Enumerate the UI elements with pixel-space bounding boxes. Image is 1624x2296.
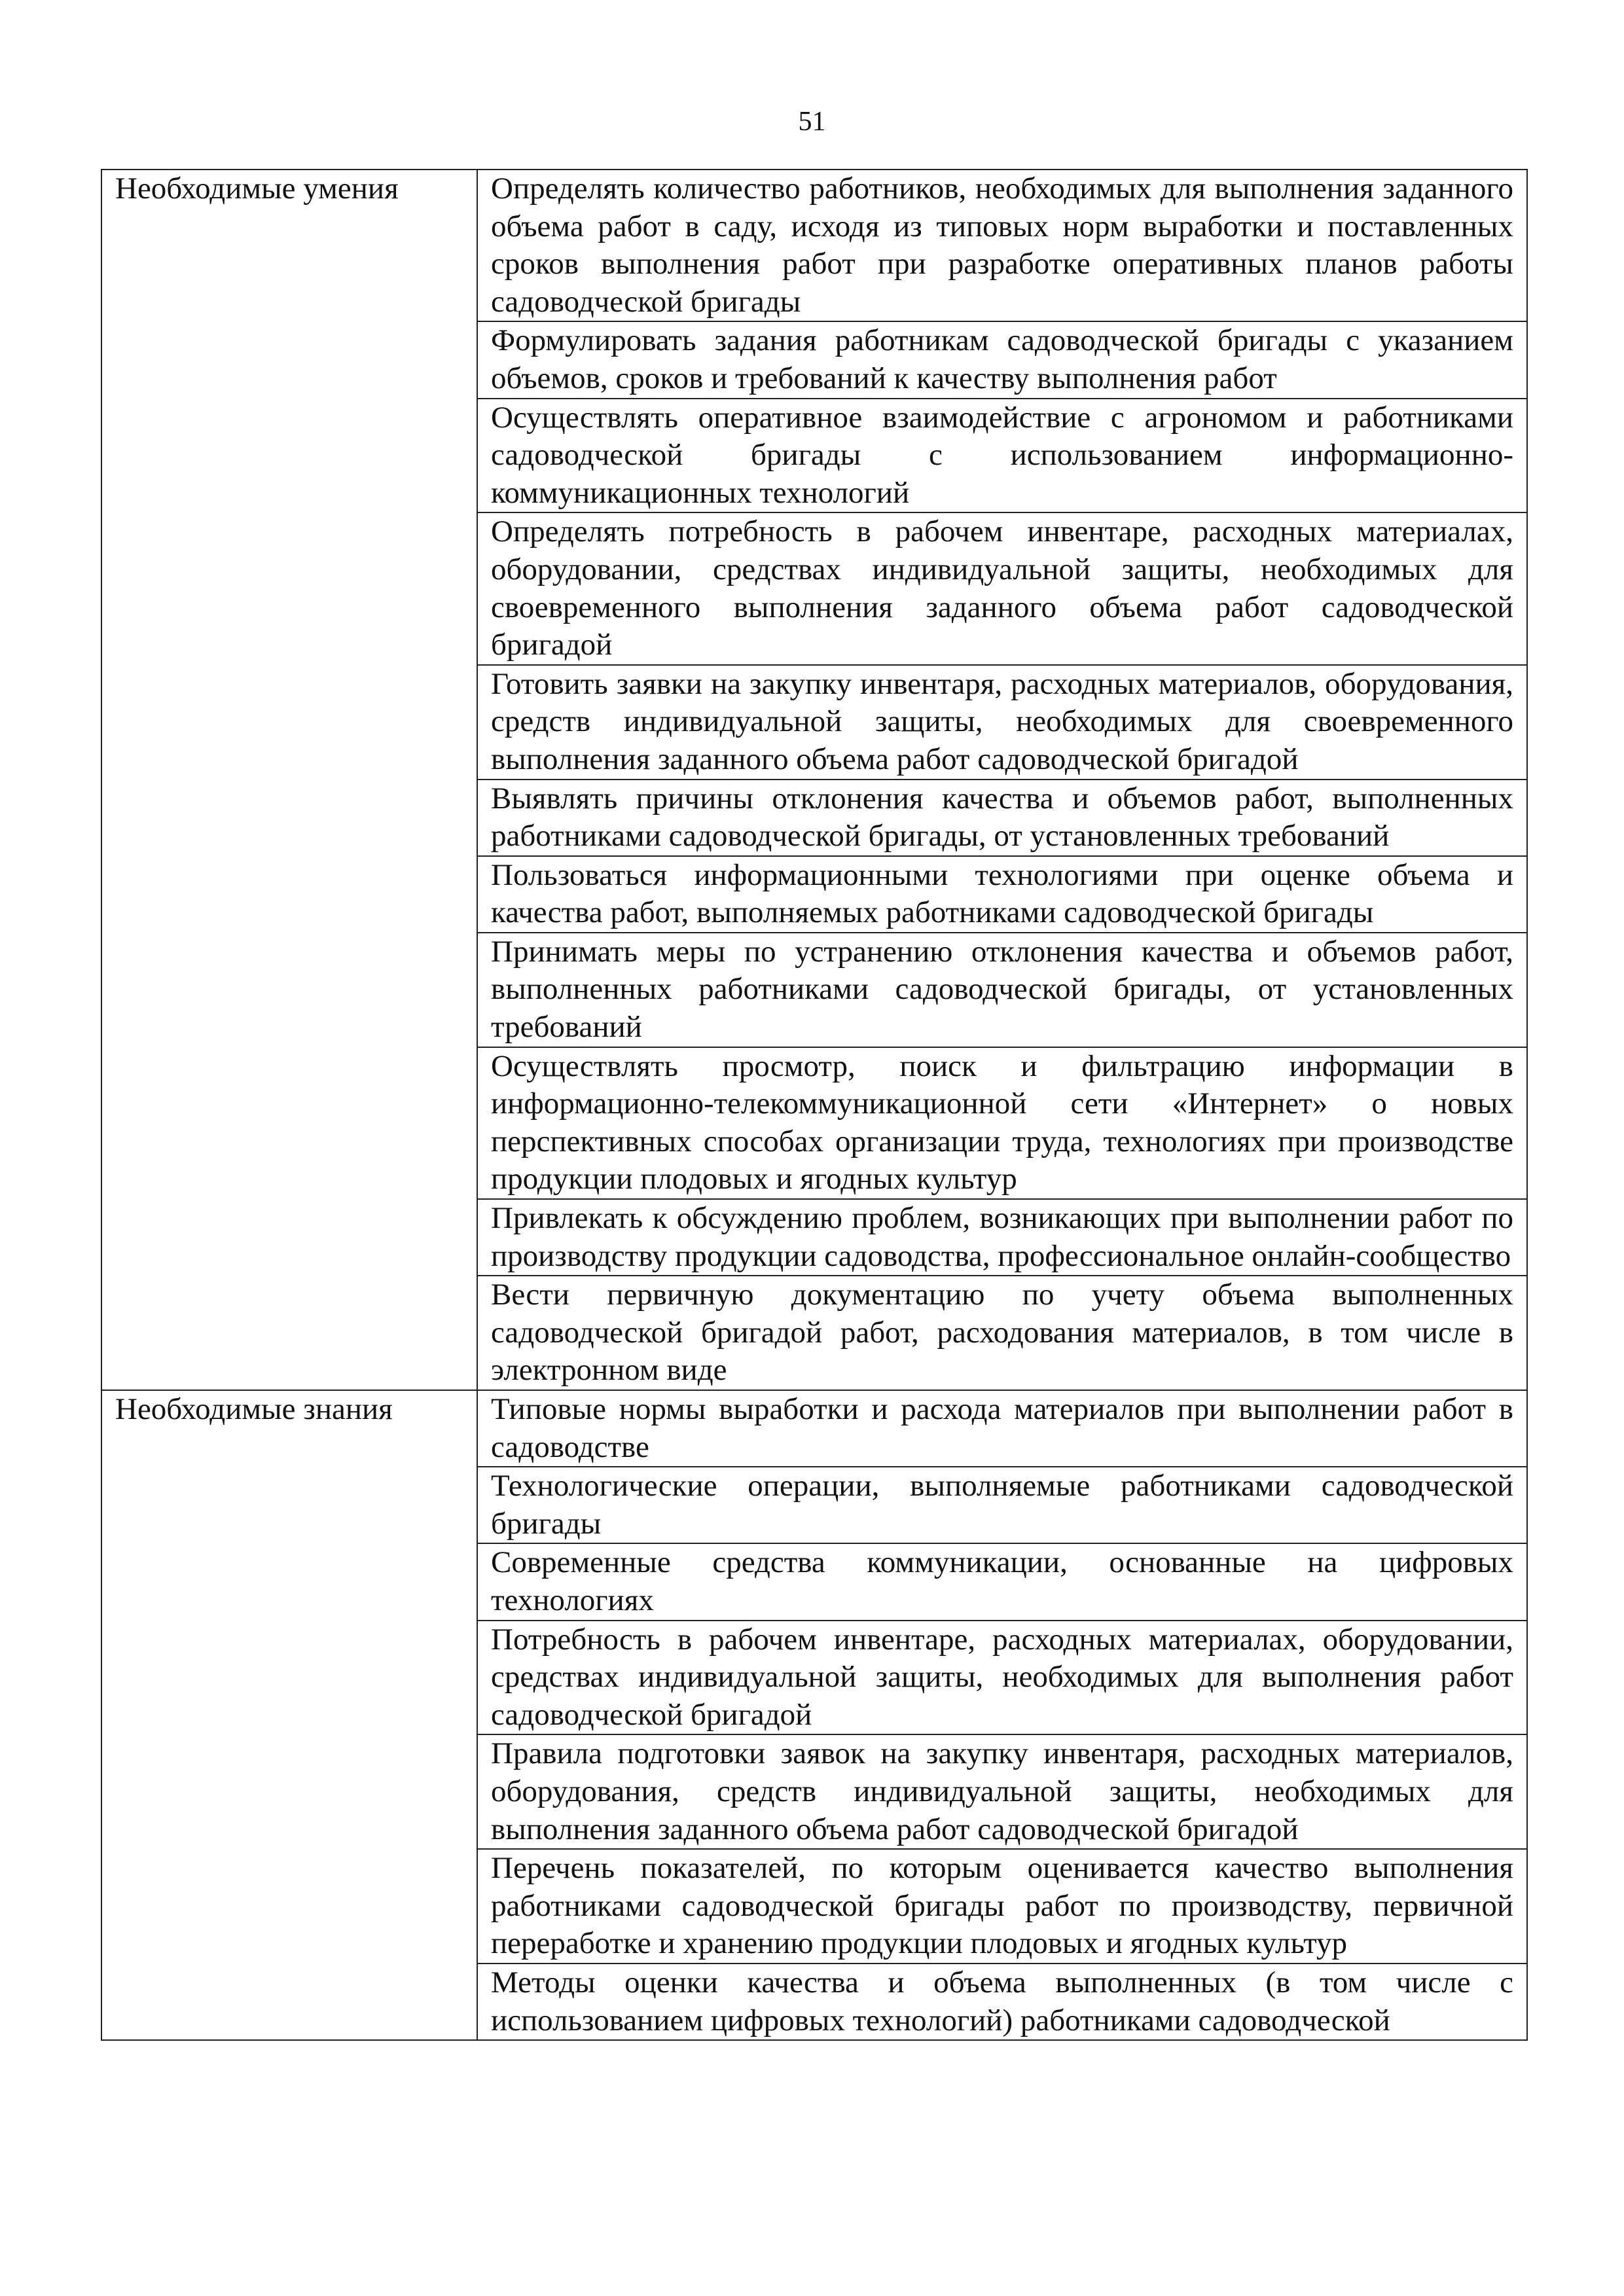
page-number: 51 xyxy=(798,107,826,137)
requirement-text: Перечень показателей, по которым оценивается качество выполнения работниками садоводческой бригады работ по производству, первичной переработке и хранению продукции плодовых и ягодных культур xyxy=(477,1849,1527,1964)
table-row xyxy=(101,170,1527,321)
section-label-knowledge: Необходимые знания xyxy=(101,1390,477,2040)
requirement-text: Привлекать к обсуждению проблем, возникающих при выполнении работ по производству продукции садоводства, профессиональное онлайн-сообщество xyxy=(477,1199,1527,1276)
requirement-text: Готовить заявки на закупку инвентаря, расходных материалов, оборудования, средств индивидуальной защиты, необходимых для своевременного выполнения заданного объема работ садоводческой бригадой xyxy=(477,665,1527,780)
requirement-text: Определять потребность в рабочем инвентаре, расходных материалах, оборудовании, средствах индивидуальной защиты, необходимых для своевременного выполнения заданного объема работ садоводческой бригадой xyxy=(477,512,1527,664)
requirement-text: Правила подготовки заявок на закупку инвентаря, расходных материалов, оборудования, средств индивидуальной защиты, необходимых для выполнения заданного объема работ садоводческой бригадой xyxy=(477,1734,1527,1849)
requirement-text: Определять количество работников, необходимых для выполнения заданного объема работ в саду, исходя из типовых норм выработки и поставленных сроков выполнения работ при разработке оперативных планов работы садоводческой бригады xyxy=(477,170,1527,321)
requirement-text: Технологические операции, выполняемые работниками садоводческой бригады xyxy=(477,1467,1527,1543)
requirement-text: Выявлять причины отклонения качества и объемов работ, выполненных работниками садоводческой бригады, от установленных требований xyxy=(477,780,1527,856)
requirements-table-body xyxy=(101,170,1527,2040)
requirement-text: Потребность в рабочем инвентаре, расходных материалах, оборудовании, средствах индивидуальной защиты, необходимых для выполнения работ садоводческой бригадой xyxy=(477,1621,1527,1735)
requirement-text: Пользоваться информационными технологиями при оценке объема и качества работ, выполняемых работниками садоводческой бригады xyxy=(477,856,1527,933)
requirement-text: Типовые нормы выработки и расхода материалов при выполнении работ в садоводстве xyxy=(477,1390,1527,1467)
requirement-text: Методы оценки качества и объема выполненных (в том числе с использованием цифровых технологий) работниками садоводческой xyxy=(477,1964,1527,2040)
requirement-text: Принимать меры по устранению отклонения качества и объемов работ, выполненных работниками садоводческой бригады, от установленных требований xyxy=(477,933,1527,1047)
requirement-text: Формулировать задания работникам садоводческой бригады с указанием объемов, сроков и требований к качеству выполнения работ xyxy=(477,321,1527,398)
requirement-text: Современные средства коммуникации, основанные на цифровых технологиях xyxy=(477,1543,1527,1620)
section-label-skills: Необходимые умения xyxy=(101,170,477,1390)
requirements-table xyxy=(101,169,1528,2041)
requirement-text: Вести первичную документацию по учету объема выполненных садоводческой бригадой работ, расходования материалов, в том числе в электронном виде xyxy=(477,1276,1527,1390)
table-row xyxy=(101,1390,1527,1467)
requirement-text: Осуществлять оперативное взаимодействие с агрономом и работниками садоводческой бригады с использованием информационно-коммуникационных технологий xyxy=(477,399,1527,513)
requirement-text: Осуществлять просмотр, поиск и фильтрацию информации в информационно-телекоммуникационной сети «Интернет» о новых перспективных способах организации труда, технологиях при производстве продукции плодовых и ягодных культур xyxy=(477,1047,1527,1199)
